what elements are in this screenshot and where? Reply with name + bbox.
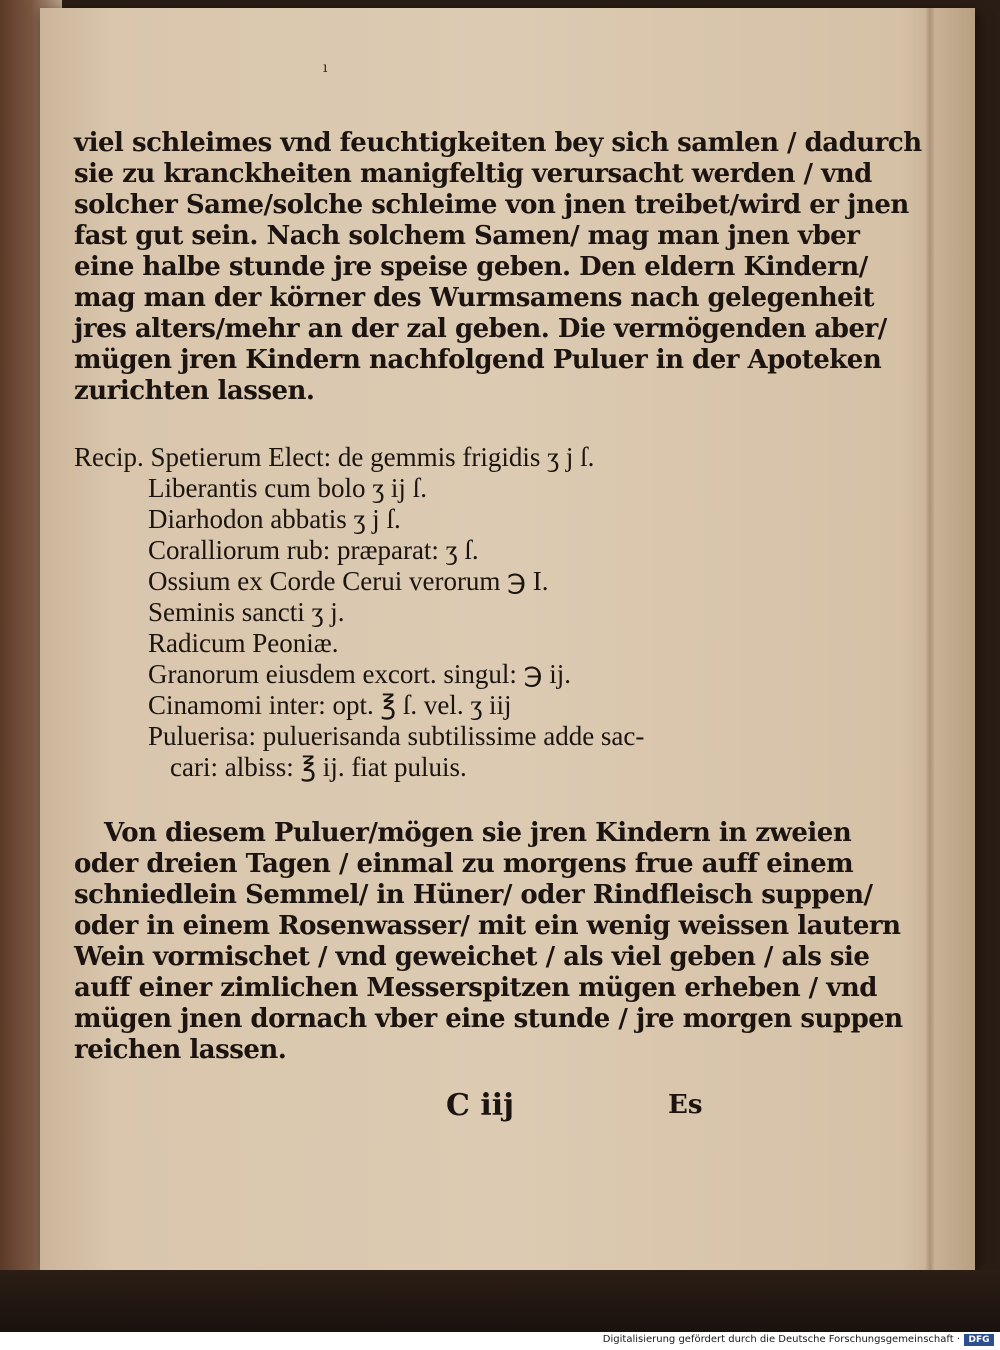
signature-mark: C iij xyxy=(446,1088,514,1123)
recipe-item: Radicum Peoniæ. xyxy=(148,628,339,658)
paragraph-1-line: fast gut sein. Nach solchem Samen/ mag man jnen vber xyxy=(74,221,860,251)
page-fold-shadow xyxy=(925,8,935,1270)
paragraph-2-line: Von diesem Puluer/mögen sie jren Kindern in zweien xyxy=(104,818,852,848)
recipe-item: Liberantis cum bolo ʒ ij ſ. xyxy=(148,473,427,503)
paragraph-1-line: zurichten lassen. xyxy=(74,376,315,406)
paragraph-2-line: schniedlein Semmel/ in Hüner/ oder Rindfleisch suppen/ xyxy=(74,880,873,910)
paragraph-2-line: mügen jnen dornach vber eine stunde / jre morgen suppen xyxy=(74,1004,903,1034)
recipe-first-line: Recip. Spetierum Elect: de gemmis frigidis ʒ j ſ. xyxy=(74,442,595,472)
footer-credit: Digitalisierung gefördert durch die Deutsche Forschungsgemeinschaft · xyxy=(602,1334,960,1345)
paragraph-2-line: auff einer zimlichen Messerspitzen mügen erheben / vnd xyxy=(74,973,877,1003)
recipe-item: Granorum eiusdem excort. singul: ℈ ij. xyxy=(148,659,572,689)
catchword: Es xyxy=(668,1090,703,1120)
recipe-block xyxy=(74,442,644,783)
paragraph-1-line: jres alters/mehr an der zal geben. Die vermögenden aber/ xyxy=(74,314,887,344)
recipe-item: Seminis sancti ʒ j. xyxy=(148,597,345,627)
paragraph-1-line: solcher Same/solche schleime von jnen treibet/wird er jnen xyxy=(74,190,909,220)
paragraph-1-line: eine halbe stunde jre speise geben. Den eldern Kindern/ xyxy=(74,252,868,282)
recipe-item: Ossium ex Corde Cerui verorum ℈ I. xyxy=(148,566,549,596)
paragraph-1 xyxy=(74,128,922,407)
paragraph-1-line: viel schleimes vnd feuchtigkeiten bey sich samlen / dadurch xyxy=(74,128,922,158)
paragraph-2-line: oder in einem Rosenwasser/ mit ein wenig weissen lautern xyxy=(74,911,901,941)
recipe-last-line: cari: albiss: ℥ ij. fiat puluis. xyxy=(170,752,467,782)
header-mark: ı xyxy=(323,60,328,76)
paragraph-2-line: reichen lassen. xyxy=(74,1035,287,1065)
recipe-item: Diarhodon abbatis ʒ j ſ. xyxy=(148,504,401,534)
paragraph-2-line: oder dreien Tagen / einmal zu morgens frue auff einem xyxy=(74,849,854,879)
paragraph-2 xyxy=(74,818,903,1066)
paragraph-2-line: Wein vormischet / vnd geweichet / als viel geben / als sie xyxy=(74,942,870,972)
recipe-item: Cinamomi inter: opt. ℥ ſ. vel. ʒ iij xyxy=(148,690,512,720)
scan-bottom-shadow xyxy=(0,1270,1000,1332)
dfg-logo: DFG xyxy=(964,1334,994,1346)
recipe-item: Coralliorum rub: præparat: ʒ ſ. xyxy=(148,535,479,565)
paragraph-1-line: mag man der körner des Wurmsamens nach gelegenheit xyxy=(74,283,875,313)
paragraph-1-line: mügen jren Kindern nachfolgend Puluer in der Apoteken xyxy=(74,345,882,375)
paragraph-1-line: sie zu kranckheiten manigfeltig verursacht werden / vnd xyxy=(74,159,872,189)
recipe-item: Puluerisa: puluerisanda subtilissime adde sac- xyxy=(148,721,645,751)
